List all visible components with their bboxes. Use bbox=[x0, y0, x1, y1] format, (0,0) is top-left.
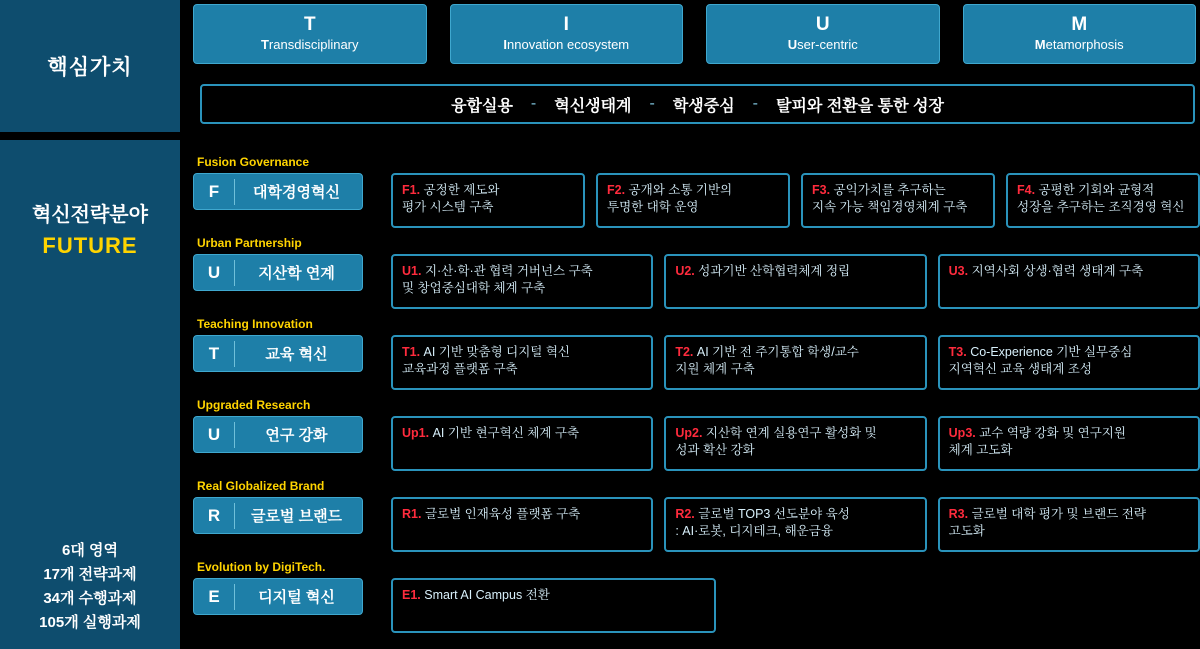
strategy-row-letter: U bbox=[207, 424, 221, 444]
task-text-line: 글로벌 TOP3 선도분야 육성 bbox=[698, 507, 850, 521]
slogan-bar bbox=[200, 84, 1195, 124]
strategy-row-name: 교육 혁신 bbox=[265, 346, 328, 363]
task-card[interactable] bbox=[391, 578, 716, 633]
task-code: U3. bbox=[948, 264, 972, 278]
task-text-line: 체계 고도화 bbox=[948, 443, 1013, 457]
task-text-line: 교육과정 플랫폼 구축 bbox=[402, 362, 518, 376]
strategy-row-english-title: Urban Partnership bbox=[197, 236, 302, 250]
task-code: F4. bbox=[1017, 183, 1039, 197]
task-list bbox=[391, 173, 1200, 228]
core-value-letter: T bbox=[303, 14, 316, 35]
task-text-line: 글로벌 인재육성 플랫폼 구축 bbox=[424, 507, 581, 521]
task-list bbox=[391, 497, 1200, 552]
task-count-line: 17개 전략과제 bbox=[43, 566, 137, 583]
core-value-word: User-centric bbox=[787, 37, 858, 52]
slogan-separator: - bbox=[752, 95, 758, 112]
task-text-line: 성과 확산 강화 bbox=[675, 443, 755, 457]
task-code: T1. bbox=[402, 345, 424, 359]
task-code: Up1. bbox=[402, 426, 433, 440]
task-card[interactable] bbox=[391, 173, 585, 228]
task-text-line: AI 기반 현구혁신 체계 구축 bbox=[432, 426, 580, 440]
strategy-row-english-title: Fusion Governance bbox=[197, 155, 310, 169]
slogan-separator: - bbox=[649, 95, 655, 112]
task-text-line: 지·산·학·관 협력 거버넌스 구축 bbox=[424, 264, 593, 278]
task-text-line: AI 기반 맞춤형 디지털 혁신 bbox=[423, 345, 570, 359]
task-text-line: : AI·로봇, 디지테크, 해운금융 bbox=[675, 524, 833, 538]
strategy-panel bbox=[0, 140, 180, 649]
strategy-row-name: 디지털 혁신 bbox=[258, 589, 335, 606]
strategy-row-chip[interactable] bbox=[193, 335, 363, 372]
strategy-row-name: 대학경영혁신 bbox=[253, 184, 340, 201]
task-list bbox=[391, 254, 1200, 309]
task-card[interactable] bbox=[391, 416, 653, 471]
task-text-line: 공평한 기회와 균형적 bbox=[1038, 183, 1155, 197]
task-count-line: 34개 수행과제 bbox=[43, 590, 137, 607]
core-values-title: 핵심가치 bbox=[47, 56, 133, 79]
task-counts bbox=[0, 539, 180, 635]
slogan-item: 융합실용 bbox=[451, 97, 513, 115]
task-text-line: 교수 역량 강화 및 연구지원 bbox=[979, 426, 1126, 440]
task-code: T3. bbox=[948, 345, 971, 359]
task-text-line: 고도화 bbox=[948, 524, 985, 538]
strategy-row-english-title: Upgraded Research bbox=[197, 398, 311, 412]
task-text-line: 공개와 소통 기반의 bbox=[628, 183, 733, 197]
strategy-row bbox=[193, 560, 1200, 641]
task-code: Up3. bbox=[948, 426, 980, 440]
core-value-letter: U bbox=[815, 14, 830, 35]
strategy-row-name: 연구 강화 bbox=[265, 427, 328, 444]
task-text-line: 글로벌 대학 평가 및 브랜드 전략 bbox=[971, 507, 1146, 521]
strategy-row-letter: T bbox=[208, 343, 220, 363]
strategy-row-letter: R bbox=[207, 505, 221, 525]
strategy-row-label bbox=[193, 560, 368, 615]
task-text-line: 투명한 대학 운영 bbox=[607, 200, 699, 214]
strategy-title: 혁신전략분야 bbox=[32, 204, 148, 226]
task-card[interactable] bbox=[391, 497, 653, 552]
strategy-row-english-title: Evolution by DigiTech. bbox=[197, 560, 326, 574]
task-code: F3. bbox=[812, 183, 834, 197]
strategy-row-label bbox=[193, 317, 368, 372]
task-card[interactable] bbox=[664, 335, 926, 390]
task-list bbox=[391, 416, 1200, 471]
strategy-row bbox=[193, 236, 1200, 317]
task-code: R3. bbox=[948, 507, 972, 521]
task-text-line: 지역사회 상생·협력 생태계 구축 bbox=[971, 264, 1144, 278]
strategy-row-label bbox=[193, 155, 368, 210]
task-card[interactable] bbox=[664, 497, 926, 552]
task-text-line: 지원 체계 구축 bbox=[675, 362, 755, 376]
core-value-letter: I bbox=[563, 14, 569, 35]
task-text-line: 지역혁신 교육 생태계 조성 bbox=[948, 362, 1092, 376]
task-text-line: 지속 가능 책임경영체계 구축 bbox=[812, 200, 968, 214]
core-value-card-m[interactable] bbox=[963, 4, 1197, 64]
strategy-row-english-title: Real Globalized Brand bbox=[197, 479, 325, 493]
task-text-line: 성과기반 산학협력체계 정립 bbox=[698, 264, 851, 278]
left-column bbox=[0, 0, 180, 649]
slogan-item: 혁신생태계 bbox=[554, 97, 632, 115]
task-code: F2. bbox=[607, 183, 629, 197]
task-code: F1. bbox=[402, 183, 424, 197]
task-list bbox=[391, 578, 1200, 633]
strategy-row-letter: U bbox=[207, 262, 221, 282]
core-value-cards bbox=[193, 4, 1196, 64]
task-text-line: 평가 시스템 구축 bbox=[402, 200, 494, 214]
task-code: U1. bbox=[402, 264, 425, 278]
strategy-row-letter: E bbox=[208, 586, 220, 606]
task-text-line: Smart AI Campus 전환 bbox=[424, 588, 550, 602]
strategy-row-chip[interactable] bbox=[193, 497, 363, 534]
task-text-line: 공익가치를 추구하는 bbox=[833, 183, 946, 197]
task-code: R2. bbox=[675, 507, 699, 521]
task-card[interactable] bbox=[664, 254, 926, 309]
strategy-row-chip[interactable] bbox=[193, 416, 363, 453]
task-text-line: 및 창업중심대학 체계 구축 bbox=[402, 281, 546, 295]
task-card[interactable] bbox=[938, 416, 1200, 471]
task-card[interactable] bbox=[664, 416, 926, 471]
task-text-line: 성장을 추구하는 조직경영 혁신 bbox=[1017, 200, 1185, 214]
task-code: E1. bbox=[402, 588, 425, 602]
strategy-row-chip[interactable] bbox=[193, 173, 363, 210]
task-text-line: 공정한 제도와 bbox=[423, 183, 500, 197]
strategy-row-letter: F bbox=[208, 181, 220, 201]
task-code: T2. bbox=[675, 345, 697, 359]
slogan-item: 학생중심 bbox=[672, 97, 735, 115]
strategy-row-label bbox=[193, 398, 368, 453]
task-card[interactable] bbox=[596, 173, 790, 228]
task-text-line: AI 기반 전 주기통합 학생/교수 bbox=[696, 345, 859, 359]
core-value-card-u[interactable] bbox=[706, 4, 940, 64]
strategy-row-label bbox=[193, 236, 368, 291]
core-value-card-t[interactable] bbox=[193, 4, 427, 64]
strategy-row bbox=[193, 155, 1200, 236]
strategy-acronym: FUTURE bbox=[42, 233, 138, 258]
task-code: U2. bbox=[675, 264, 699, 278]
slogan-item: 탈피와 전환을 통한 성장 bbox=[776, 97, 944, 115]
task-count-line: 105개 실행과제 bbox=[39, 614, 141, 631]
task-count-line: 6대 영역 bbox=[62, 542, 118, 559]
strategy-rows bbox=[193, 155, 1200, 641]
task-card[interactable] bbox=[801, 173, 995, 228]
task-text-line: 지산학 연계 실용연구 활성화 및 bbox=[705, 426, 877, 440]
strategy-row-chip[interactable] bbox=[193, 578, 363, 615]
strategy-row bbox=[193, 317, 1200, 398]
strategy-row-name: 글로벌 브랜드 bbox=[250, 508, 343, 525]
task-card[interactable] bbox=[391, 254, 653, 309]
core-value-letter: M bbox=[1071, 14, 1088, 35]
core-value-word: Transdisciplinary bbox=[260, 37, 359, 52]
task-text-line: Co-Experience 기반 실무중심 bbox=[970, 345, 1133, 359]
task-list bbox=[391, 335, 1200, 390]
strategy-row bbox=[193, 479, 1200, 560]
task-code: R1. bbox=[402, 507, 425, 521]
task-card[interactable] bbox=[938, 254, 1200, 309]
strategy-row-name: 지산학 연계 bbox=[258, 265, 335, 282]
task-code: Up2. bbox=[675, 426, 706, 440]
task-card[interactable] bbox=[938, 335, 1200, 390]
strategy-row-english-title: Teaching Innovation bbox=[197, 317, 313, 331]
task-card[interactable] bbox=[938, 497, 1200, 552]
strategy-heading bbox=[0, 200, 180, 262]
slogan-separator: - bbox=[530, 95, 537, 112]
task-card[interactable] bbox=[391, 335, 653, 390]
core-values-panel bbox=[0, 0, 180, 132]
task-card[interactable] bbox=[1006, 173, 1200, 228]
strategy-row-chip[interactable] bbox=[193, 254, 363, 291]
core-value-card-i[interactable] bbox=[450, 4, 684, 64]
core-value-word: Innovation ecosystem bbox=[503, 37, 630, 52]
strategy-row bbox=[193, 398, 1200, 479]
strategy-row-label bbox=[193, 479, 368, 534]
core-value-word: Metamorphosis bbox=[1034, 37, 1124, 52]
